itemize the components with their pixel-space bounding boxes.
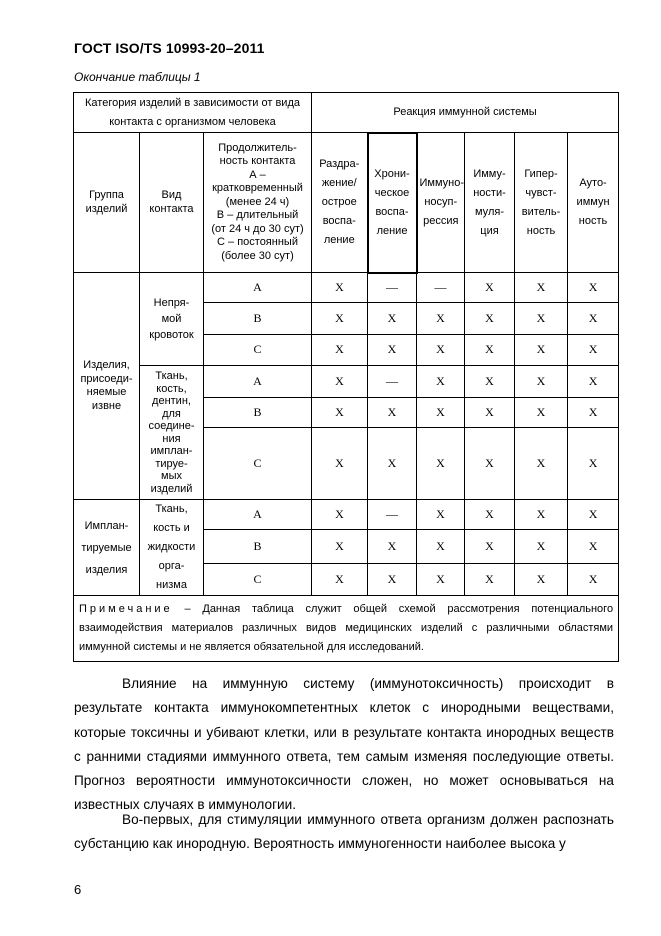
value-cell: X: [312, 428, 368, 500]
value-cell: X: [515, 428, 568, 500]
value-cell: X: [515, 335, 568, 366]
duration-cell: A: [204, 500, 312, 530]
group-implanted-devices: Имплан- тируемые изделия: [74, 500, 140, 596]
value-cell: X: [417, 366, 465, 398]
value-cell: —: [368, 500, 417, 530]
value-cell: X: [568, 500, 619, 530]
duration-cell: A: [204, 366, 312, 398]
value-cell: —: [368, 273, 417, 303]
value-cell: X: [312, 366, 368, 398]
duration-cell: B: [204, 398, 312, 428]
immune-reaction-table: [73, 92, 619, 662]
value-cell: X: [312, 398, 368, 428]
value-cell: X: [465, 335, 515, 366]
value-cell: X: [312, 303, 368, 335]
duration-cell: A: [204, 273, 312, 303]
value-cell: X: [368, 563, 417, 595]
value-cell: X: [465, 273, 515, 303]
value-cell: X: [568, 335, 619, 366]
col-contact-header: Вид контакта: [140, 133, 204, 273]
value-cell: X: [568, 428, 619, 500]
value-cell: X: [515, 303, 568, 335]
value-cell: X: [417, 303, 465, 335]
value-cell: X: [465, 366, 515, 398]
document-header: ГОСТ ISO/TS 10993-20–2011: [74, 40, 265, 56]
value-cell: X: [465, 500, 515, 530]
value-cell: X: [417, 563, 465, 595]
value-cell: X: [368, 428, 417, 500]
note-label: Примечание: [79, 603, 173, 615]
duration-cell: C: [204, 428, 312, 500]
duration-cell: C: [204, 563, 312, 595]
value-cell: X: [368, 303, 417, 335]
col-hypersensitivity-header: Гипер- чувст- витель- ность: [515, 133, 568, 273]
category-header: Категория изделий в зависимости от вида контакта с организмом человека: [74, 93, 312, 133]
value-cell: X: [568, 398, 619, 428]
value-cell: X: [312, 335, 368, 366]
value-cell: X: [465, 398, 515, 428]
duration-cell: B: [204, 303, 312, 335]
value-cell: X: [312, 529, 368, 563]
value-cell: X: [312, 563, 368, 595]
value-cell: X: [368, 398, 417, 428]
duration-cell: C: [204, 335, 312, 366]
value-cell: X: [515, 500, 568, 530]
group-external-devices: Изделия, присоеди- няемые извне: [74, 273, 140, 500]
col-group-header: Группа изделий: [74, 133, 140, 273]
contact-indirect-blood: Непря- мой кровоток: [140, 273, 204, 366]
col-immunostimulation-header: Имму- ности- муля- ция: [465, 133, 515, 273]
value-cell: X: [515, 273, 568, 303]
table-caption: Окончание таблицы 1: [74, 70, 201, 84]
value-cell: X: [515, 563, 568, 595]
col-duration-header: Продолжитель- ность контакта А – кратковременный (менее 24 ч) В – длительный (от 24 ч до 30 сут) С – постоянный (более 30 сут): [204, 133, 312, 273]
value-cell: —: [417, 273, 465, 303]
table-note: [74, 596, 619, 662]
value-cell: X: [417, 500, 465, 530]
body-paragraph-1: Влияние на иммунную систему (иммунотоксичность) происходит в результате контакта иммунокомпетентных клеток с инородными веществами, которые токсичны и убивают клетки, или в результате контакта инородных веществ с ранними стадиями иммунного ответа, тем самым изменяя последующие ответы. Прогноз вероятности иммунотоксичности сложен, но может основываться на известных случаях в иммунологии.: [74, 676, 614, 813]
value-cell: X: [568, 563, 619, 595]
col-autoimmunity-header: Ауто- иммун ность: [568, 133, 619, 273]
page-number: 6: [74, 882, 82, 897]
col-immunosuppression-header: Иммунo- носуп- рессия: [417, 133, 465, 273]
value-cell: X: [417, 428, 465, 500]
value-cell: X: [417, 529, 465, 563]
value-cell: X: [465, 563, 515, 595]
value-cell: —: [368, 366, 417, 398]
note-text: – Данная таблица служит общей схемой рассмотрения потенциального взаимодействия материалов различных видов медицинских изделий с различными областями иммунной системы и не является обязательной для исследований.: [79, 603, 614, 653]
body-paragraph-2: Во-первых, для стимуляции иммунного ответа организм должен распознать субстанцию как инородную. Вероятность иммуногенности наиболее высока у: [74, 812, 614, 852]
value-cell: X: [568, 273, 619, 303]
col-irritation-header: Раздра- жение/ острое воспа- ление: [312, 133, 368, 273]
value-cell: X: [417, 398, 465, 428]
duration-cell: B: [204, 529, 312, 563]
value-cell: X: [568, 303, 619, 335]
value-cell: X: [368, 529, 417, 563]
value-cell: X: [465, 529, 515, 563]
value-cell: X: [368, 335, 417, 366]
contact-tissue-bone-dentin: Ткань, кость, дентин, для соедине- ния имплан- тируе- мых изделий: [140, 366, 204, 500]
value-cell: X: [568, 529, 619, 563]
value-cell: X: [312, 273, 368, 303]
value-cell: X: [465, 303, 515, 335]
value-cell: X: [515, 398, 568, 428]
contact-tissue-bone-fluids: Ткань, кость и жидкости орга- низма: [140, 500, 204, 596]
value-cell: X: [568, 366, 619, 398]
value-cell: X: [312, 500, 368, 530]
value-cell: X: [417, 335, 465, 366]
value-cell: X: [465, 428, 515, 500]
value-cell: X: [515, 529, 568, 563]
value-cell: X: [515, 366, 568, 398]
reaction-header: Реакция иммунной системы: [312, 93, 619, 133]
col-chronic-header: Хрони- ческое воспа- ление: [368, 133, 417, 273]
